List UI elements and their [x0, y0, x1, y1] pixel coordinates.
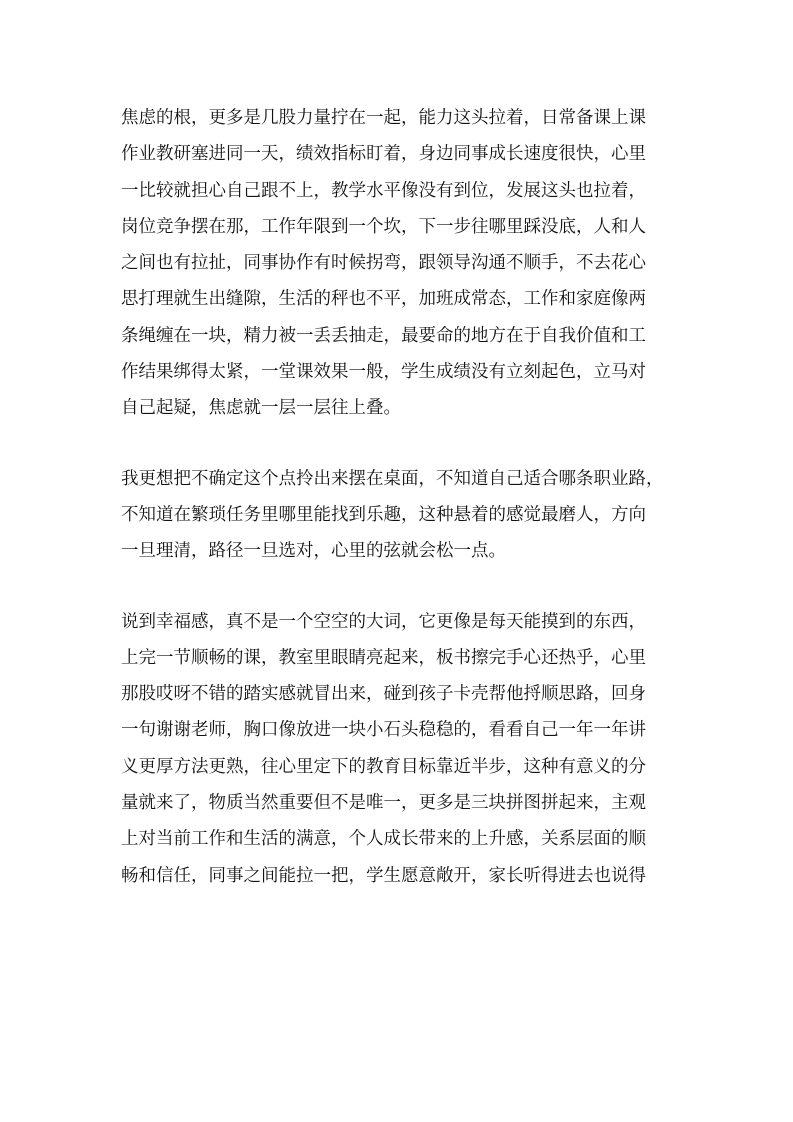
paragraph-1 [121, 100, 681, 427]
text-line: 义更厚方法更熟，往心里定下的教育目标靠近半步，这种有意义的分 [121, 756, 646, 777]
text-line: 作业教研塞进同一天，绩效指标盯着，身边同事成长速度很快，心里 [121, 144, 646, 165]
text-line: 一比较就担心自己跟不上，教学水平像没有到位，发展这头也拉着， [121, 180, 646, 201]
text-line: 说到幸福感，真不是一个空空的大词，它更像是每天能摸到的东西， [121, 611, 646, 632]
text-line: 那股哎呀不错的踏实感就冒出来，碰到孩子卡壳帮他捋顺思路，回身 [121, 684, 646, 705]
text-line: 之间也有拉扯，同事协作有时候拐弯，跟领导沟通不顺手，不去花心 [121, 253, 646, 274]
text-line: 自己起疑，焦虑就一层一层往上叠。 [121, 398, 401, 419]
document-page [121, 100, 681, 894]
text-line: 上完一节顺畅的课，教室里眼睛亮起来，板书擦完手心还热乎，心里 [121, 647, 646, 668]
paragraph-spacer [121, 427, 681, 461]
text-line: 思打理就生出缝隙，生活的秤也不平，加班成常态，工作和家庭像两 [121, 289, 646, 310]
paragraph-spacer [121, 570, 681, 604]
text-line: 作结果绑得太紧，一堂课效果一般，学生成绩没有立刻起色，立马对 [121, 362, 646, 383]
text-line: 上对当前工作和生活的满意，个人成长带来的上升感，关系层面的顺 [121, 829, 646, 850]
text-line: 一句谢谢老师，胸口像放进一块小石头稳稳的，看看自己一年一年讲 [121, 720, 646, 741]
text-line: 条绳缠在一块，精力被一丢丢抽走，最要命的地方在于自我价值和工 [121, 325, 646, 346]
text-line: 一旦理清，路径一旦选对，心里的弦就会松一点。 [121, 541, 506, 562]
text-line: 焦虑的根，更多是几股力量拧在一起，能力这头拉着，日常备课上课 [121, 108, 646, 128]
paragraph-3 [121, 604, 681, 894]
text-line: 量就来了，物质当然重要但不是唯一，更多是三块拼图拼起来，主观 [121, 793, 646, 814]
text-line: 岗位竞争摆在那，工作年限到一个坎，下一步往哪里踩没底，人和人 [121, 216, 646, 237]
text-line: 畅和信任，同事之间能拉一把，学生愿意敞开，家长听得进去也说得 [121, 865, 646, 886]
paragraph-2 [121, 461, 681, 570]
text-line: 不知道在繁琐任务里哪里能找到乐趣，这种悬着的感觉最磨人，方向 [121, 504, 646, 525]
text-line: 我更想把不确定这个点拎出来摆在桌面，不知道自己适合哪条职业路， [121, 468, 664, 489]
